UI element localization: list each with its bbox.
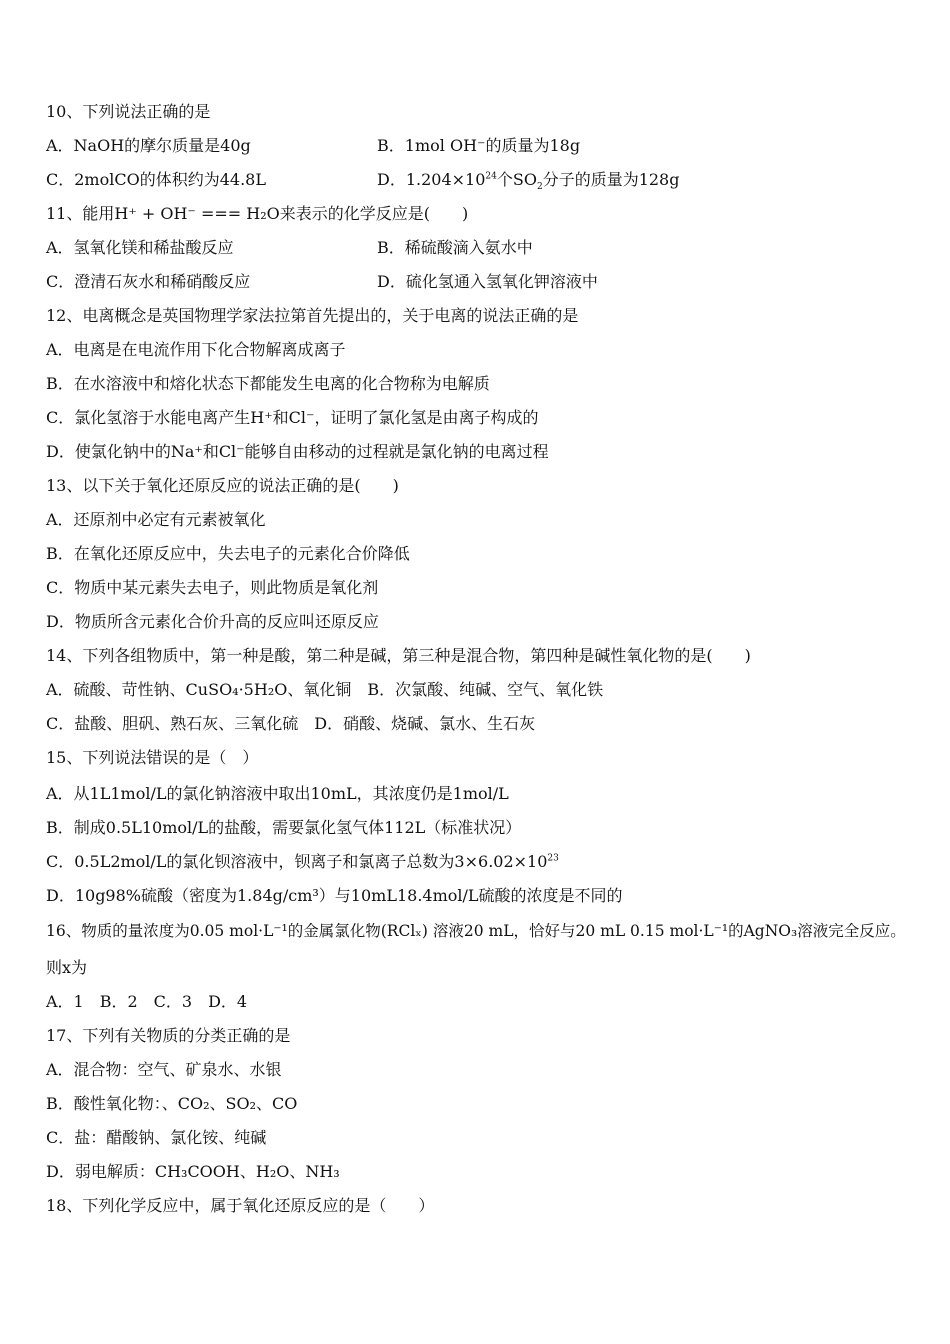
q10-option-a: A．NaOH的摩尔质量是40g (46, 136, 251, 155)
q12-stem: 12、电离概念是英国物理学家法拉第首先提出的，关于电离的说法正确的是 (46, 306, 579, 325)
q17-option-a: A．混合物：空气、矿泉水、水银 (46, 1060, 282, 1079)
q11-stem: 11、能用H⁺ + OH⁻ === H₂O来表示的化学反应是( ) (46, 204, 469, 223)
q16-stem: 16、物质的量浓度为0.05 mol·L⁻¹的金属氯化物(RClₓ) 溶液20 mL，恰好与20 mL 0.15 mol·L⁻¹的AgNO₃溶液完全反应。 (46, 922, 906, 940)
q15-stem: 15、下列说法错误的是（ ） (46, 748, 259, 767)
q11-option-b: B．稀硫酸滴入氨水中 (377, 238, 533, 257)
q11-option-d: D．硫化氢通入氢氧化钾溶液中 (377, 272, 598, 291)
q10-option-b: B．1mol OH⁻的质量为18g (377, 136, 581, 155)
q15-option-a: A．从1L1mol/L的氯化钠溶液中取出10mL，其浓度仍是1mol/L (46, 784, 509, 803)
q10-row2 (46, 169, 680, 193)
q14-stem: 14、下列各组物质中，第一种是酸，第二种是碱，第三种是混合物，第四种是碱性氧化物的是( ) (46, 646, 751, 665)
q17-option-b: B．酸性氧化物：、CO₂、SO₂、CO (46, 1094, 298, 1113)
q11-option-a: A．氢氧化镁和稀盐酸反应 (46, 238, 234, 257)
q13-option-c: C．物质中某元素失去电子，则此物质是氧化剂 (46, 578, 379, 597)
q10-stem: 10、下列说法正确的是 (46, 102, 211, 121)
q16-stem-cont: 则x为 (46, 958, 88, 977)
q13-option-d: D．物质所含元素化合价升高的反应叫还原反应 (46, 612, 379, 631)
q11-row2 (46, 271, 598, 293)
q10-row1 (46, 135, 581, 157)
q18-stem: 18、下列化学反应中，属于氧化还原反应的是（ ） (46, 1196, 435, 1215)
q17-option-d: D．弱电解质：CH₃COOH、H₂O、NH₃ (46, 1162, 340, 1181)
q11-row1 (46, 237, 533, 259)
q13-option-a: A．还原剂中必定有元素被氧化 (46, 510, 266, 529)
q12-option-b: B．在水溶液中和熔化状态下都能发生电离的化合物称为电解质 (46, 374, 490, 393)
q14-options-cd: C．盐酸、胆矾、熟石灰、三氧化硫 D．硝酸、烧碱、氯水、生石灰 (46, 714, 536, 733)
q15-option-c: C．0.5L2mol/L的氯化钡溶液中，钡离子和氯离子总数为$3\times 6.02\times 10^{23}$ (46, 852, 559, 871)
q15-option-d: D．10g98%硫酸（密度为1.84g/cm³）与10mL18.4mol/L硫酸的浓度是不同的 (46, 886, 623, 905)
q14-options-ab: A．硫酸、苛性钠、CuSO₄·5H₂O、氧化铜 B．次氯酸、纯碱、空气、氧化铁 (46, 680, 604, 699)
q17-option-c: C．盐：醋酸钠、氯化铵、纯碱 (46, 1128, 267, 1147)
q15-option-b: B．制成0.5L10mol/L的盐酸，需要氯化氢气体112L（标准状况） (46, 818, 522, 837)
q17-stem: 17、下列有关物质的分类正确的是 (46, 1026, 291, 1045)
q10-option-c: C．2molCO的体积约为44.8L (46, 170, 266, 189)
q12-option-a: A．电离是在电流作用下化合物解离成离子 (46, 340, 346, 359)
q12-option-d: D．使氯化钠中的Na⁺和Cl⁻能够自由移动的过程就是氯化钠的电离过程 (46, 442, 549, 461)
q13-option-b: B．在氧化还原反应中，失去电子的元素化合价降低 (46, 544, 410, 563)
q11-option-c: C．澄清石灰水和稀硝酸反应 (46, 272, 251, 291)
q12-option-c: C．氯化氢溶于水能电离产生H⁺和Cl⁻，证明了氯化氢是由离子构成的 (46, 408, 539, 427)
q13-stem: 13、以下关于氧化还原反应的说法正确的是( ) (46, 476, 399, 495)
q16-options: A．1 B．2 C．3 D．4 (46, 992, 248, 1011)
q10-option-d: D．$1.204\times 10^{24}$个$SO_2$分子的质量为128g (377, 170, 680, 193)
